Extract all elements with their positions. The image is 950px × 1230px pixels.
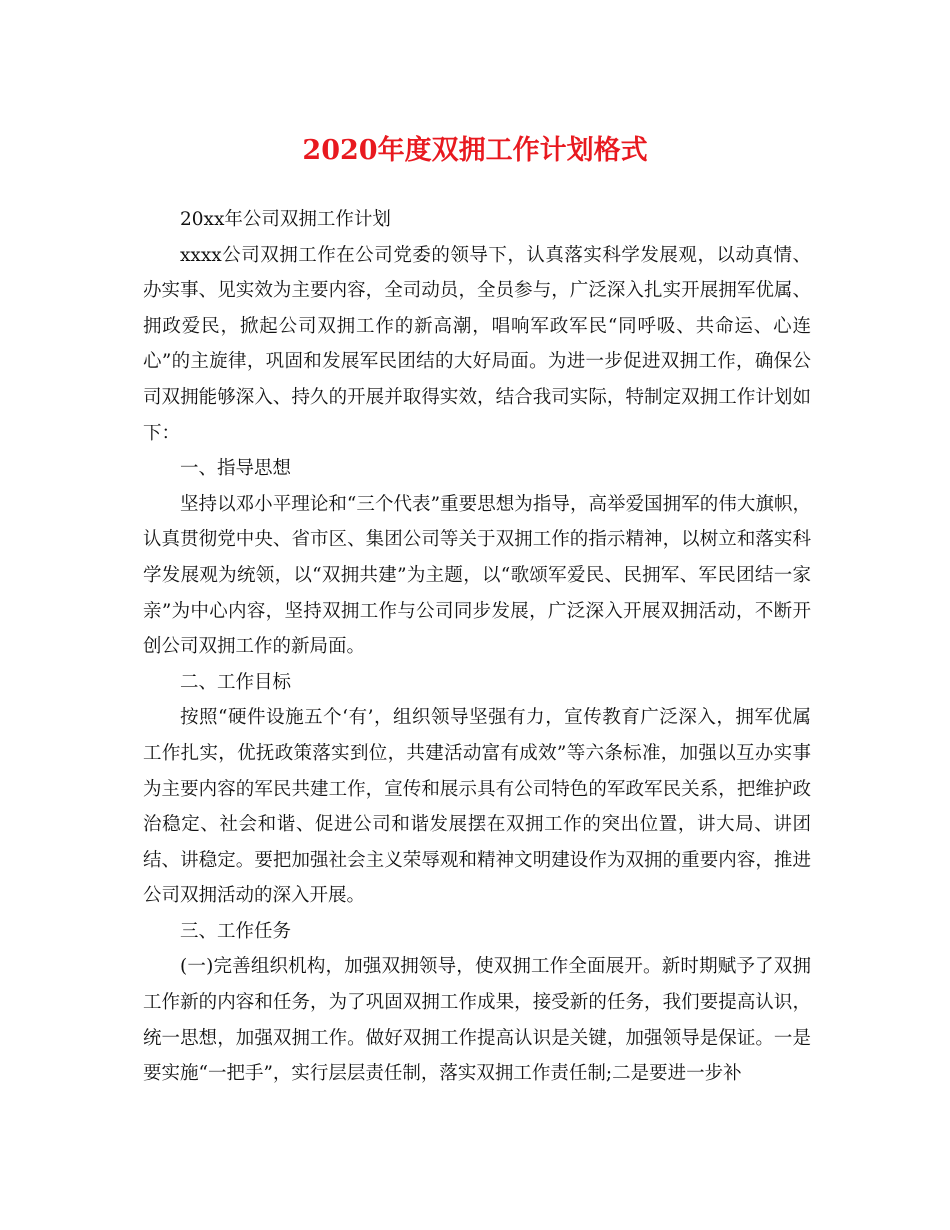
document-body: [143, 202, 811, 1092]
paragraph-work-goals: 按照“硬件设施五个‘有’，组织领导坚强有力，宣传教育广泛深入，拥军优属工作扎实，优抚政策落实到位，共建活动富有成效”等六条标准，加强以互办实事为主要内容的军民共建工作，宣传和展示具有公司特色的军政军民关系，把维护政治稳定、社会和谐、促进公司和谐发展摆在双拥工作的突出位置，讲大局、讲团结、讲稳定。要把加强社会主义荣辱观和精神文明建设作为双拥的重要内容，推进公司双拥活动的深入开展。: [143, 707, 811, 907]
section-heading-guiding-ideology: 一、指导思想: [180, 458, 292, 480]
document-title: 2020年度双拥工作计划格式: [302, 135, 648, 166]
section-heading-work-goals: 二、工作目标: [180, 671, 292, 693]
section-heading-work-tasks: 三、工作任务: [180, 920, 292, 942]
paragraph-work-tasks: (一)完善组织机构，加强双拥领导，使双拥工作全面展开。新时期赋予了双拥工作新的内容和任务，为了巩固双拥工作成果，接受新的任务，我们要提高认识，统一思想，加强双拥工作。做好双拥工作提高认识是关键，加强领导是保证。一是要实施“一把手”，实行层层责任制，落实双拥工作责任制;二是要进一步补: [143, 956, 811, 1085]
paragraph-subtitle: 20xx年公司双拥工作计划: [180, 209, 391, 230]
paragraph-intro: xxxx公司双拥工作在公司党委的领导下，认真落实科学发展观，以动真情、办实事、见实效为主要内容，全司动员，全员参与，广泛深入扎实开展拥军优属、拥政爱民，掀起公司双拥工作的新高潮，唱响军政军民“同呼吸、共命运、心连心”的主旋律，巩固和发展军民团结的大好局面。为进一步促进双拥工作，确保公司双拥能够深入、持久的开展并取得实效，结合我司实际，特制定双拥工作计划如下：: [143, 244, 811, 444]
paragraph-guiding-ideology: 坚持以邓小平理论和“三个代表”重要思想为指导，高举爱国拥军的伟大旗帜，认真贯彻党中央、省市区、集团公司等关于双拥工作的指示精神，以树立和落实科学发展观为统领，以“双拥共建”为主题，以“歌颂军爱民、民拥军、军民团结一家亲”为中心内容，坚持双拥工作与公司同步发展，广泛深入开展双拥活动，不断开创公司双拥工作的新局面。: [143, 493, 811, 658]
